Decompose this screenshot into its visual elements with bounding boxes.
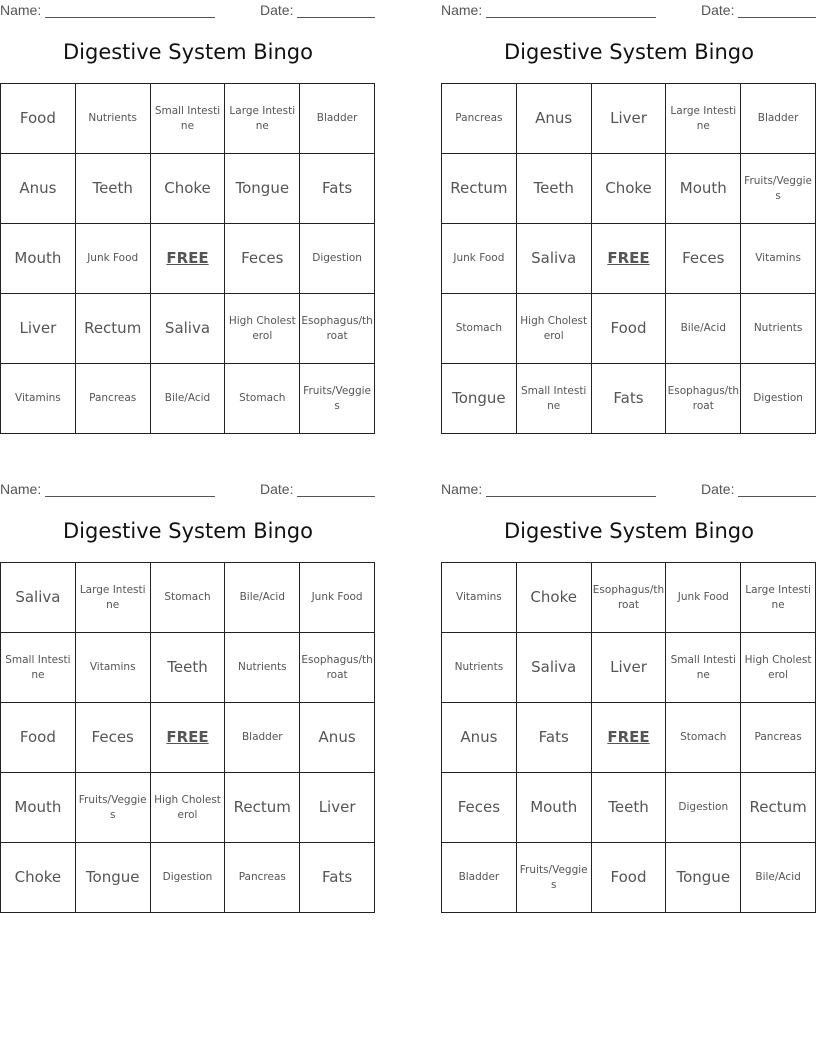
name-date-header (0, 0, 376, 20)
bingo-cell[interactable]: Esophagus/throat (592, 563, 667, 633)
bingo-cell[interactable]: Saliva (1, 563, 76, 633)
bingo-cell[interactable]: Bladder (300, 84, 375, 154)
free-space-cell[interactable]: FREE (151, 224, 226, 294)
date-label: Date: (260, 2, 294, 18)
bingo-cell[interactable]: Pancreas (442, 84, 517, 154)
bingo-cell[interactable]: Fruits/Veggies (517, 843, 592, 913)
bingo-cell[interactable]: Teeth (592, 773, 667, 843)
card-title: Digestive System Bingo (503, 519, 754, 543)
bingo-cell[interactable]: Small Intestine (517, 364, 592, 434)
bingo-cell[interactable]: Saliva (517, 633, 592, 703)
bingo-cell[interactable]: Nutrients (225, 633, 300, 703)
date-label: Date: (701, 481, 735, 497)
name-date-header (0, 479, 376, 499)
date-line (738, 3, 816, 18)
bingo-cell[interactable]: High Cholesterol (151, 773, 226, 843)
name-label: Name: (441, 2, 483, 18)
bingo-cell[interactable]: Feces (225, 224, 300, 294)
bingo-cell[interactable]: Liver (592, 633, 667, 703)
bingo-cell[interactable]: Tongue (225, 154, 300, 224)
bingo-cell[interactable]: Stomach (442, 294, 517, 364)
bingo-cell[interactable]: Fats (517, 703, 592, 773)
bingo-cell[interactable]: Digestion (300, 224, 375, 294)
bingo-cell[interactable]: Junk Food (300, 563, 375, 633)
bingo-cell[interactable]: Small Intestine (1, 633, 76, 703)
bingo-cell[interactable]: Pancreas (741, 703, 816, 773)
date-line (297, 482, 375, 497)
bingo-cell[interactable]: Fruits/Veggies (300, 364, 375, 434)
bingo-cell[interactable]: Fats (300, 843, 375, 913)
bingo-cell[interactable]: Choke (1, 843, 76, 913)
bingo-cell[interactable]: Bile/Acid (225, 563, 300, 633)
bingo-cell[interactable]: Bladder (225, 703, 300, 773)
bingo-grid (0, 83, 375, 434)
bingo-cell[interactable]: Fats (592, 364, 667, 434)
name-field[interactable] (0, 481, 215, 497)
name-field[interactable] (0, 2, 215, 18)
bingo-cell[interactable]: Digestion (666, 773, 741, 843)
bingo-cell[interactable]: Tongue (666, 843, 741, 913)
bingo-cell[interactable]: High Cholesterol (517, 294, 592, 364)
bingo-cell[interactable]: Nutrients (76, 84, 151, 154)
name-line (45, 482, 215, 497)
bingo-cell[interactable]: Liver (300, 773, 375, 843)
bingo-cell[interactable]: Stomach (225, 364, 300, 434)
bingo-cell[interactable]: Digestion (741, 364, 816, 434)
name-line (45, 3, 215, 18)
bingo-cell[interactable]: Mouth (666, 154, 741, 224)
bingo-cell[interactable]: Pancreas (76, 364, 151, 434)
name-line (486, 482, 656, 497)
bingo-cell[interactable]: Fruits/Veggies (741, 154, 816, 224)
bingo-cell[interactable]: Nutrients (741, 294, 816, 364)
bingo-cell[interactable]: Anus (517, 84, 592, 154)
bingo-cell[interactable]: Saliva (151, 294, 226, 364)
bingo-cell[interactable]: Feces (442, 773, 517, 843)
bingo-cell[interactable]: Junk Food (76, 224, 151, 294)
bingo-cell[interactable]: Small Intestine (151, 84, 226, 154)
free-space-cell[interactable]: FREE (151, 703, 226, 773)
date-label: Date: (260, 481, 294, 497)
bingo-cell[interactable]: Large Intestine (666, 84, 741, 154)
bingo-grid (441, 83, 816, 434)
bingo-cell[interactable]: Esophagus/throat (666, 364, 741, 434)
bingo-cell[interactable]: Rectum (225, 773, 300, 843)
bingo-cell[interactable]: Junk Food (442, 224, 517, 294)
bingo-cell[interactable]: Food (592, 294, 667, 364)
bingo-cell[interactable]: Food (1, 84, 76, 154)
bingo-cell[interactable]: Large Intestine (741, 563, 816, 633)
date-field[interactable] (260, 2, 375, 18)
bingo-cell[interactable]: Esophagus/throat (300, 633, 375, 703)
date-label: Date: (701, 2, 735, 18)
bingo-cell[interactable]: Esophagus/throat (300, 294, 375, 364)
bingo-cell[interactable]: Fruits/Veggies (76, 773, 151, 843)
bingo-cell[interactable]: Large Intestine (76, 563, 151, 633)
bingo-cell[interactable]: High Cholesterol (225, 294, 300, 364)
bingo-cell[interactable]: Teeth (76, 154, 151, 224)
bingo-cell[interactable]: Bile/Acid (666, 294, 741, 364)
bingo-cell[interactable]: Liver (592, 84, 667, 154)
bingo-cell[interactable]: Rectum (76, 294, 151, 364)
date-field[interactable] (260, 481, 375, 497)
bingo-cell[interactable]: Digestion (151, 843, 226, 913)
bingo-cell[interactable]: Choke (592, 154, 667, 224)
bingo-cell[interactable]: Food (592, 843, 667, 913)
free-space-cell[interactable]: FREE (592, 224, 667, 294)
bingo-cell[interactable]: Junk Food (666, 563, 741, 633)
bingo-cell[interactable]: Nutrients (442, 633, 517, 703)
bingo-cell[interactable]: Choke (151, 154, 226, 224)
bingo-cell[interactable]: Bladder (442, 843, 517, 913)
bingo-cell[interactable]: Feces (666, 224, 741, 294)
card-title: Digestive System Bingo (503, 40, 754, 64)
name-label: Name: (441, 481, 483, 497)
bingo-cell[interactable]: Vitamins (76, 633, 151, 703)
bingo-cell[interactable]: Teeth (517, 154, 592, 224)
bingo-cell[interactable]: Rectum (442, 154, 517, 224)
name-date-header (441, 0, 816, 20)
bingo-cell[interactable]: Mouth (517, 773, 592, 843)
bingo-cell[interactable]: Saliva (517, 224, 592, 294)
card-title: Digestive System Bingo (62, 40, 313, 64)
bingo-cell[interactable]: Food (1, 703, 76, 773)
bingo-cell[interactable]: Bile/Acid (741, 843, 816, 913)
bingo-cell[interactable]: Choke (517, 563, 592, 633)
bingo-cell[interactable]: Vitamins (741, 224, 816, 294)
bingo-cell[interactable]: Bladder (741, 84, 816, 154)
bingo-cell[interactable]: Anus (442, 703, 517, 773)
bingo-cell[interactable]: Stomach (151, 563, 226, 633)
bingo-cell[interactable]: Rectum (741, 773, 816, 843)
bingo-cell[interactable]: Fats (300, 154, 375, 224)
bingo-cell[interactable]: Tongue (76, 843, 151, 913)
date-line (297, 3, 375, 18)
bingo-cell[interactable]: Liver (1, 294, 76, 364)
bingo-cell[interactable]: Anus (300, 703, 375, 773)
card-title: Digestive System Bingo (62, 519, 313, 543)
bingo-cell[interactable]: Mouth (1, 224, 76, 294)
bingo-cell[interactable]: Anus (1, 154, 76, 224)
bingo-cell[interactable]: Mouth (1, 773, 76, 843)
bingo-cell[interactable]: Stomach (666, 703, 741, 773)
date-field[interactable] (701, 2, 816, 18)
bingo-cell[interactable]: Feces (76, 703, 151, 773)
name-label: Name: (0, 2, 42, 18)
bingo-cell[interactable]: Small Intestine (666, 633, 741, 703)
bingo-grid (441, 562, 816, 913)
bingo-cell[interactable]: Vitamins (1, 364, 76, 434)
name-label: Name: (0, 481, 42, 497)
bingo-cell[interactable]: Large Intestine (225, 84, 300, 154)
name-field[interactable] (441, 2, 656, 18)
bingo-cell[interactable]: Vitamins (442, 563, 517, 633)
date-field[interactable] (701, 481, 816, 497)
free-space-cell[interactable]: FREE (592, 703, 667, 773)
bingo-grid (0, 562, 375, 913)
bingo-cell[interactable]: Bile/Acid (151, 364, 226, 434)
name-line (486, 3, 656, 18)
bingo-cell[interactable]: Teeth (151, 633, 226, 703)
name-date-header (441, 479, 816, 499)
date-line (738, 482, 816, 497)
name-field[interactable] (441, 481, 656, 497)
bingo-cell[interactable]: Pancreas (225, 843, 300, 913)
bingo-cell[interactable]: High Cholesterol (741, 633, 816, 703)
bingo-cell[interactable]: Tongue (442, 364, 517, 434)
